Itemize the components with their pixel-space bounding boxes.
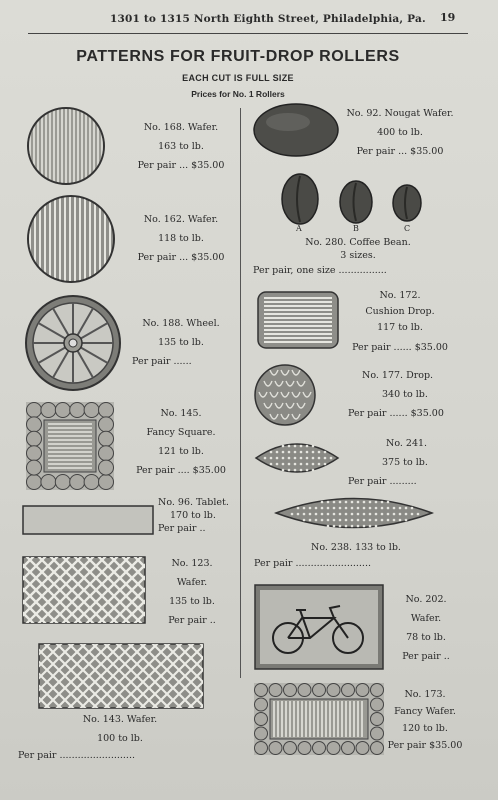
item-172 <box>340 288 460 356</box>
item-173-price: Per pair $35.00 <box>387 740 463 751</box>
item-172-name: No. 172. <box>379 290 421 301</box>
bead <box>84 475 99 490</box>
coffee-bean-280-illustration <box>280 172 426 228</box>
bead <box>99 403 114 418</box>
item-238-name: No. 238. 133 to lb. <box>311 542 401 553</box>
item-143-name: No. 143. Wafer. <box>82 714 158 725</box>
dot <box>381 501 384 504</box>
dot <box>387 519 390 522</box>
dot <box>276 463 279 466</box>
dot <box>300 469 303 472</box>
dot <box>387 513 390 516</box>
item-123-price: Per pair .. <box>168 615 216 626</box>
page-title: PATTERNS FOR FRUIT-DROP ROLLERS <box>76 48 400 65</box>
dot <box>306 445 309 448</box>
dot <box>411 507 414 510</box>
dot <box>369 513 372 516</box>
dot <box>312 445 315 448</box>
oval-241-illustration <box>254 436 340 480</box>
dot <box>324 457 327 460</box>
price-note: Prices for No. 1 Rollers <box>191 89 285 99</box>
dot <box>345 519 348 522</box>
bead <box>27 417 42 432</box>
item-188 <box>126 314 236 371</box>
bead <box>269 684 282 697</box>
dot <box>321 513 324 516</box>
item-96-count: 170 to lb. <box>170 510 216 521</box>
dot <box>333 501 336 504</box>
dot <box>288 457 291 460</box>
bead <box>284 742 297 755</box>
dot <box>294 469 297 472</box>
dot <box>264 457 267 460</box>
bead <box>284 684 297 697</box>
dot <box>306 451 309 454</box>
dot <box>318 457 321 460</box>
dot <box>339 513 342 516</box>
bead <box>342 742 355 755</box>
dot <box>363 513 366 516</box>
item-188-name: No. 188. Wheel. <box>142 318 220 329</box>
header-rule <box>28 33 468 34</box>
bead <box>327 742 340 755</box>
dot <box>321 501 324 504</box>
item-172-price: Per pair ...... $35.00 <box>352 342 448 353</box>
dot <box>282 457 285 460</box>
item-177-price: Per pair ...... $35.00 <box>348 408 444 419</box>
lattice-123-illustration <box>22 556 146 624</box>
dot <box>309 519 312 522</box>
bead <box>255 742 268 755</box>
tablet-96-illustration <box>22 505 154 535</box>
dot <box>339 525 342 528</box>
item-241-price: Per pair ......... <box>348 476 417 487</box>
dot <box>306 463 309 466</box>
item-92-name: No. 92. Nougat Wafer. <box>346 108 454 119</box>
item-280-price: Per pair, one size ................ <box>253 265 387 276</box>
dot <box>369 525 372 528</box>
dot <box>309 507 312 510</box>
dot <box>381 507 384 510</box>
item-241-count: 375 to lb. <box>382 457 428 468</box>
bead <box>255 713 268 726</box>
bean-label-b: B <box>353 224 359 233</box>
dot <box>369 519 372 522</box>
bead <box>99 431 114 446</box>
dot <box>351 507 354 510</box>
dot <box>387 501 390 504</box>
item-143 <box>60 710 180 748</box>
item-177-name: No. 177. Drop. <box>362 370 434 381</box>
dot <box>294 445 297 448</box>
page-number: 19 <box>440 11 456 24</box>
long-oval-238-illustration <box>274 492 434 534</box>
bead <box>298 742 311 755</box>
dot <box>276 451 279 454</box>
dot <box>297 513 300 516</box>
bead <box>27 446 42 461</box>
dot <box>339 501 342 504</box>
item-280-name: No. 280. Coffee Bean. <box>305 237 411 248</box>
dot <box>333 519 336 522</box>
item-202-name: No. 202. <box>405 594 447 605</box>
bead <box>269 742 282 755</box>
item-96-price: Per pair .. <box>158 523 206 534</box>
bead <box>255 698 268 711</box>
bean-label-c: C <box>404 224 411 233</box>
nougat-92-illustration <box>252 102 340 158</box>
dot <box>369 501 372 504</box>
dot <box>405 519 408 522</box>
dot <box>318 463 321 466</box>
dot <box>327 525 330 528</box>
dot <box>327 513 330 516</box>
item-241-name: No. 241. <box>386 438 428 449</box>
dot <box>387 507 390 510</box>
item-145-count: 121 to lb. <box>158 446 204 457</box>
item-123-name: No. 123. <box>171 558 213 569</box>
dot <box>375 507 378 510</box>
item-202-price: Per pair .. <box>402 651 450 662</box>
dot <box>393 519 396 522</box>
dot <box>417 513 420 516</box>
item-173 <box>382 686 468 754</box>
dot <box>282 469 285 472</box>
bicycle-202-illustration <box>254 584 384 670</box>
dot <box>324 463 327 466</box>
dot <box>312 463 315 466</box>
item-202-count: 78 to lb. <box>406 632 446 643</box>
drop-177-illustration <box>254 364 316 426</box>
item-177-count: 340 to lb. <box>382 389 428 400</box>
dot <box>315 513 318 516</box>
dot <box>339 507 342 510</box>
dot <box>393 507 396 510</box>
dot <box>297 507 300 510</box>
bead <box>55 403 70 418</box>
dot <box>270 463 273 466</box>
item-162-price: Per pair ... $35.00 <box>137 252 225 263</box>
dot <box>375 501 378 504</box>
dot <box>300 451 303 454</box>
item-202 <box>386 590 466 666</box>
dot <box>309 513 312 516</box>
bead <box>255 684 268 697</box>
dot <box>288 445 291 448</box>
bead <box>313 742 326 755</box>
dot <box>393 513 396 516</box>
dot <box>405 513 408 516</box>
bead <box>356 742 369 755</box>
dot <box>351 501 354 504</box>
dot <box>399 519 402 522</box>
item-145-name: No. 145. <box>160 408 202 419</box>
item-123-name2: Wafer. <box>176 577 208 588</box>
dot <box>351 519 354 522</box>
dot <box>276 457 279 460</box>
dot <box>327 507 330 510</box>
item-162-count: 118 to lb. <box>158 233 204 244</box>
bead <box>55 475 70 490</box>
dot <box>375 513 378 516</box>
item-202-name2: Wafer. <box>410 613 442 624</box>
dot <box>357 525 360 528</box>
item-162-name: No. 162. Wafer. <box>143 214 219 225</box>
dot <box>270 451 273 454</box>
dot <box>324 451 327 454</box>
item-168-count: 163 to lb. <box>158 141 204 152</box>
bead <box>99 417 114 432</box>
bead <box>298 684 311 697</box>
item-162 <box>126 210 236 267</box>
item-172-name2: Cushion Drop. <box>365 306 435 317</box>
dot <box>303 513 306 516</box>
bead <box>99 475 114 490</box>
item-172-count: 117 to lb. <box>377 322 423 333</box>
bead <box>99 460 114 475</box>
item-145-name2: Fancy Square. <box>146 427 216 438</box>
item-173-name2: Fancy Wafer. <box>394 706 456 717</box>
page-subtitle: EACH CUT IS FULL SIZE <box>182 73 294 83</box>
item-143-count: 100 to lb. <box>97 733 143 744</box>
item-280 <box>288 236 428 262</box>
dot <box>375 519 378 522</box>
dot <box>312 451 315 454</box>
dot <box>321 519 324 522</box>
dot <box>288 463 291 466</box>
dot <box>294 457 297 460</box>
dot <box>411 513 414 516</box>
dot <box>339 519 342 522</box>
page-header-address: 1301 to 1315 North Eighth Street, Philadelphia, Pa. <box>110 13 426 25</box>
bead <box>99 446 114 461</box>
fancy-wafer-173-illustration <box>254 683 384 755</box>
wafer-168-illustration <box>26 106 106 186</box>
dot <box>375 525 378 528</box>
dot <box>327 519 330 522</box>
dot <box>351 525 354 528</box>
dot <box>405 507 408 510</box>
dot <box>312 469 315 472</box>
dot <box>345 507 348 510</box>
fancy-square-145-illustration <box>26 402 114 490</box>
item-92-count: 400 to lb. <box>377 127 423 138</box>
item-188-price: Per pair ...... <box>132 356 192 367</box>
bead <box>70 403 85 418</box>
dot <box>300 463 303 466</box>
item-173-name: No. 173. <box>404 689 446 700</box>
dot <box>369 507 372 510</box>
dot <box>282 445 285 448</box>
dot <box>357 501 360 504</box>
dot <box>363 525 366 528</box>
bead <box>84 403 99 418</box>
wafer-162-illustration <box>26 194 116 284</box>
dot <box>270 457 273 460</box>
bead <box>27 460 42 475</box>
bead <box>255 727 268 740</box>
bean-label-a: A <box>296 224 302 233</box>
dot <box>381 519 384 522</box>
dot <box>282 451 285 454</box>
dot <box>315 507 318 510</box>
dot <box>333 513 336 516</box>
dot <box>312 457 315 460</box>
dot <box>345 525 348 528</box>
bead <box>70 475 85 490</box>
dot <box>306 469 309 472</box>
dot <box>315 519 318 522</box>
dot <box>303 519 306 522</box>
dot <box>333 507 336 510</box>
item-168 <box>126 118 236 175</box>
dot <box>399 513 402 516</box>
item-92 <box>340 104 460 161</box>
bead <box>27 475 42 490</box>
dot <box>399 507 402 510</box>
dot <box>318 451 321 454</box>
dot <box>345 501 348 504</box>
item-188-count: 135 to lb. <box>158 337 204 348</box>
dot <box>351 513 354 516</box>
dot <box>345 513 348 516</box>
cushion-172-illustration <box>256 290 340 350</box>
bead <box>327 684 340 697</box>
item-145 <box>126 404 236 480</box>
dot <box>306 457 309 460</box>
item-145-price: Per pair .... $35.00 <box>136 465 226 476</box>
bead <box>27 403 42 418</box>
item-168-name: No. 168. Wafer. <box>143 122 219 133</box>
bead <box>41 475 56 490</box>
dot <box>363 507 366 510</box>
column-divider <box>240 108 241 678</box>
lattice-143-illustration <box>38 643 204 709</box>
wheel-188-illustration <box>24 294 122 392</box>
dot <box>288 469 291 472</box>
dot <box>333 525 336 528</box>
item-241 <box>348 434 468 491</box>
dot <box>288 451 291 454</box>
item-238-price: Per pair ......................... <box>254 558 371 569</box>
dot <box>327 501 330 504</box>
item-96-name: No. 96. Tablet. <box>158 497 229 508</box>
bead <box>27 431 42 446</box>
bead <box>342 684 355 697</box>
dot <box>357 519 360 522</box>
item-280-count: 3 sizes. <box>340 250 376 261</box>
item-123-count: 135 to lb. <box>169 596 215 607</box>
bead <box>356 684 369 697</box>
item-92-price: Per pair ... $35.00 <box>356 146 444 157</box>
dot <box>381 513 384 516</box>
dot <box>300 445 303 448</box>
bead <box>313 684 326 697</box>
item-173-count: 120 to lb. <box>402 723 448 734</box>
item-143-price: Per pair ......................... <box>18 750 135 761</box>
item-96 <box>158 496 240 535</box>
dot <box>294 451 297 454</box>
dot <box>363 501 366 504</box>
dot <box>291 513 294 516</box>
dot <box>357 507 360 510</box>
dot <box>300 457 303 460</box>
dot <box>357 513 360 516</box>
dot <box>330 457 333 460</box>
dot <box>363 519 366 522</box>
item-177 <box>348 366 468 423</box>
bead <box>41 403 56 418</box>
dot <box>321 507 324 510</box>
item-123 <box>150 554 234 630</box>
dot <box>282 463 285 466</box>
dot <box>303 507 306 510</box>
item-168-price: Per pair ... $35.00 <box>137 160 225 171</box>
dot <box>294 463 297 466</box>
